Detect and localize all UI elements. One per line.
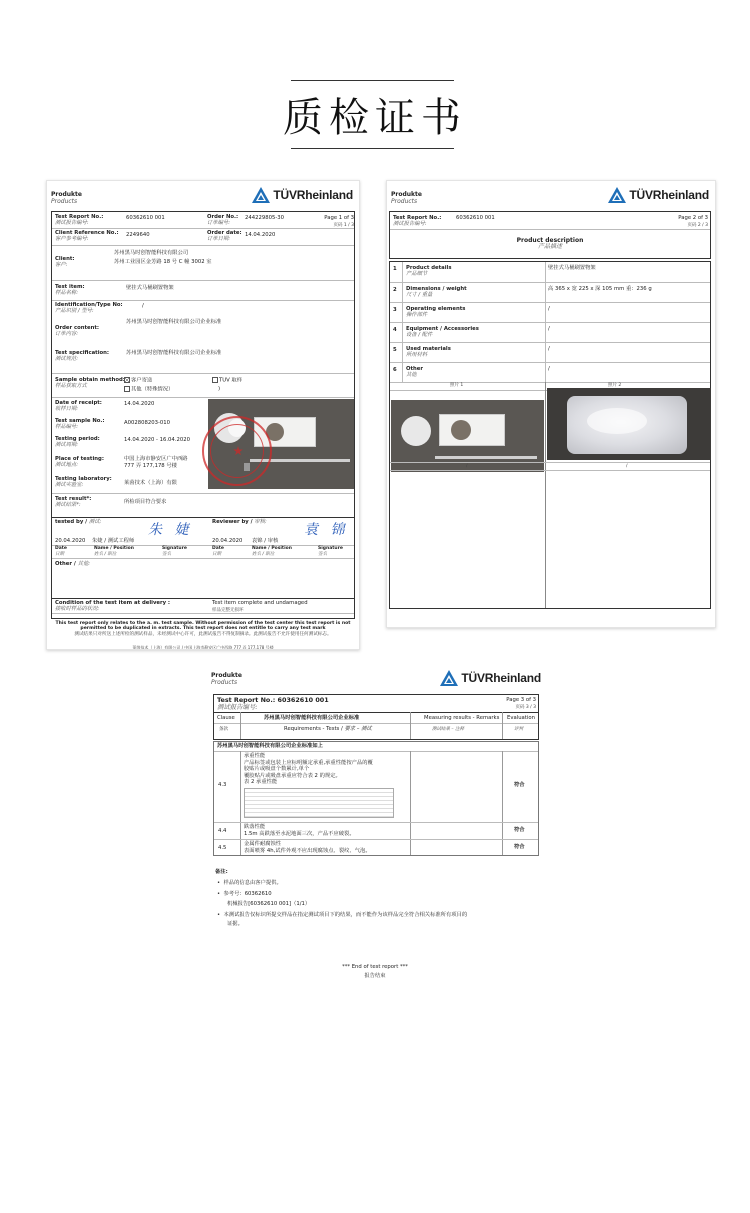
disclaimer: This test report only relates to the a. m. test sample. Without permission of the test center this test report is not permitted to be duplicated in extracts. This test report does not entitle to carry any test mark 测试结果只对所送上述所检的测试样品，未经测试中心许可，此测试报告不得复制摘录。此测试报告不允许使用任何测试标志。 xyxy=(55,621,351,637)
divider xyxy=(214,712,538,713)
client-name: 苏州黑马时创智能科技有限公司 xyxy=(114,250,189,256)
report-page-1 xyxy=(46,180,360,650)
row-label: Used materials 所用材料 xyxy=(406,346,451,358)
row-label: Dimensions / weight 尺寸 / 重量 xyxy=(406,286,467,298)
tuv-logo-text: TÜVRheinland xyxy=(461,671,541,685)
test-spec-value: 苏州黑马时创智能科技有限公司企业标准 xyxy=(126,350,222,356)
col-clause-cn: 条款 xyxy=(219,727,228,732)
row-value: / xyxy=(548,366,550,372)
clause-evaluation: 符合 xyxy=(514,782,525,788)
tuv-logo xyxy=(440,670,541,686)
product-photo-2 xyxy=(547,388,711,460)
row-label: Other 其他 xyxy=(406,366,424,378)
row-value: 高 365 x 宽 225 x 深 105 mm 重：236 g xyxy=(548,286,652,292)
checkbox-unchecked[interactable] xyxy=(124,386,130,392)
divider xyxy=(214,839,538,840)
place-line-2: 777 弄 177,178 号楼 xyxy=(124,463,177,469)
tuv-triangle-icon xyxy=(440,670,458,686)
note-3: • 本测试报告仅标识所提交样品在指定测试项目下的结果，而不能作为该样品完全符合相关标准所有项目的 xyxy=(217,912,468,918)
clause-evaluation: 符合 xyxy=(514,827,525,833)
tested-by-label: tested by / 测试: xyxy=(55,519,102,525)
col-clause: Clause xyxy=(217,715,235,721)
clause-no: 4.3 xyxy=(218,782,227,788)
clause-text: 跌落性能 1.5m 高跌落至水泥地面三次，产品不应破裂。 xyxy=(244,824,355,837)
divider xyxy=(214,751,538,752)
lab-label: Testing laboratory: 测试实验室: xyxy=(55,476,112,488)
header-rule-top xyxy=(291,80,454,81)
reviewer-signature: 袁 锦 xyxy=(304,522,349,538)
identification-value: / xyxy=(142,303,144,309)
col-sig-left: Signature 签名 xyxy=(162,546,187,557)
lab-value: 莱茵技术（上海）有限 xyxy=(124,480,177,486)
place-line-1: 中国上海市静安区广中西路 xyxy=(124,456,188,462)
photo-2-caption: / xyxy=(626,464,628,469)
divider xyxy=(52,397,354,398)
client-ref-value: 2249640 xyxy=(126,232,150,238)
divider xyxy=(52,493,354,494)
page-number: Page 1 of 3 页码 1 / 3 xyxy=(324,215,354,228)
option-other[interactable]: 其他（特殊情况） xyxy=(124,386,173,393)
product-row xyxy=(390,302,710,322)
row-label: Product details 产品细节 xyxy=(406,265,452,277)
condition-value: Test item complete and undamaged 样品完整无损坏 xyxy=(212,600,308,613)
tuv-triangle-icon xyxy=(608,187,626,203)
clause-text: 金属件耐腐蚀性 表面喷雾 4h,试件外观不应出现腐蚀点、裂纹、气泡。 xyxy=(244,841,371,854)
page-title: 质检证书 xyxy=(283,95,467,141)
col-requirements: Requirements - Tests / 要求 – 测试 xyxy=(284,726,372,732)
divider xyxy=(52,228,354,229)
row-number: 6 xyxy=(393,367,397,373)
period-label: Testing period: 测试周期: xyxy=(55,436,100,448)
identification-label: Identification/Type No: 产品识别 / 型号: xyxy=(55,302,123,314)
report-no-label: Test Report No.: 60362610 001 测试报告编号: xyxy=(217,696,329,711)
row-label: Equipment / Accessories 设备 / 配件 xyxy=(406,326,479,338)
row-value: / xyxy=(548,306,550,312)
produkte-label: Produkte Products xyxy=(391,191,422,205)
client-ref-label: Client Reference No.: 客户参考编号: xyxy=(55,230,119,242)
report-no-value: 60362610 001 xyxy=(456,215,495,221)
col-evaluation-cn: 评判 xyxy=(514,727,523,732)
divider xyxy=(390,382,710,383)
photo-1-caption: / xyxy=(466,464,468,469)
tuv-logo xyxy=(608,187,709,203)
tuv-logo xyxy=(252,187,353,203)
header-rule-bottom xyxy=(291,148,454,149)
reviewer-label: Reviewer by / 审核: xyxy=(212,519,267,525)
row-label: Operating elements 操作部件 xyxy=(406,306,466,318)
row-number: 3 xyxy=(393,307,397,313)
sample-method-label: Sample obtain method: 样品获取方式 xyxy=(55,377,125,389)
product-row xyxy=(390,362,710,382)
end-of-report-cn: 报告结束 xyxy=(364,973,386,979)
report-no-value: 60362610 001 xyxy=(126,215,165,221)
order-no-value: 244229805-30 xyxy=(245,215,284,221)
report-page-2 xyxy=(386,180,716,628)
divider xyxy=(214,822,538,823)
product-table xyxy=(389,261,711,609)
divider xyxy=(52,245,354,246)
option-client-sent[interactable]: 客户寄送 xyxy=(124,377,152,384)
tuv-logo-text: TÜVRheinland xyxy=(629,188,709,202)
sample-no-value: A002808203-010 xyxy=(124,420,170,426)
col-date-left: Date 日期 xyxy=(55,546,67,557)
product-row xyxy=(390,342,710,362)
client-address: 苏州工业园区金芳路 18 号 C 幢 3002 室 xyxy=(114,259,212,265)
clause-evaluation: 符合 xyxy=(514,844,525,850)
load-table-graphic xyxy=(244,788,394,818)
clause-no: 4.5 xyxy=(218,845,227,851)
report-page-3 xyxy=(203,668,547,1113)
clause-text: 承重性能 产品标签或包装上应标明额定承重,承重性能按产品的覆 胶贴片或吸盘个数累计,单个 覆胶贴片或吸盘承重应符合表 2 的规定。 表 2 承重性能 xyxy=(244,753,373,785)
divider xyxy=(52,300,354,301)
produkte-label: Produkte Products xyxy=(211,672,242,686)
divider xyxy=(52,280,354,281)
other-label: Other / 其他: xyxy=(55,561,91,567)
test-spec-label: Test specification: 测试规范: xyxy=(55,350,110,362)
page-number: Page 2 of 3 页码 2 / 3 xyxy=(678,215,708,228)
note-3b: 证据。 xyxy=(227,921,243,927)
section-title: Product description 产品描述 xyxy=(516,237,584,250)
col-standard: 苏州黑马时创智能科技有限公司企业标准 xyxy=(264,715,360,721)
tuv-triangle-icon xyxy=(252,187,270,203)
row-number: 1 xyxy=(393,266,397,272)
order-content-value: 苏州黑马时创智能科技有限公司企业标准 xyxy=(126,319,222,325)
option-close-paren: ) xyxy=(218,386,221,392)
divider xyxy=(52,373,354,374)
clause-no: 4.4 xyxy=(218,828,227,834)
produkte-label: Produkte Products xyxy=(51,191,82,205)
divider xyxy=(390,470,710,471)
photo-1-label: 照片 1 xyxy=(450,383,464,388)
official-seal-stamp xyxy=(202,416,272,486)
reviewed-name: 袁锦 / 审核 xyxy=(252,538,279,544)
row-value: 壁挂式马桶刷置物架 xyxy=(548,265,596,271)
result-value: 所检项目符合要求 xyxy=(124,499,167,505)
col-divider xyxy=(402,262,403,382)
standard-row: 苏州黑马时创智能科技有限公司企业标准如上 xyxy=(217,743,323,749)
col-measuring: Measuring results - Remarks xyxy=(424,715,500,721)
divider xyxy=(52,517,354,518)
product-row xyxy=(390,262,710,282)
place-label: Place of testing: 测试地点: xyxy=(55,456,104,468)
row-value: / xyxy=(548,346,550,352)
product-row xyxy=(390,282,710,302)
col-measuring-cn: 测试结果 – 注释 xyxy=(432,727,465,732)
row-number: 4 xyxy=(393,327,397,333)
divider xyxy=(52,613,354,614)
page2-header-frame xyxy=(389,211,711,259)
clauses-table xyxy=(213,741,539,856)
divider xyxy=(390,229,710,230)
note-2b: 机械报告[60362610 001]（1/1） xyxy=(227,901,311,907)
divider xyxy=(52,558,354,559)
col-divider xyxy=(545,262,546,382)
tuv-logo-text: TÜVRheinland xyxy=(273,188,353,202)
tested-name: 朱婕 / 测试工程师 xyxy=(92,538,135,544)
option-tuv-sampling[interactable]: TUV 取样 xyxy=(212,377,242,384)
notes-title: 备注: xyxy=(215,869,228,875)
period-value: 14.04.2020 - 16.04.2020 xyxy=(124,437,190,443)
client-label: Client: 客户: xyxy=(55,256,75,268)
receipt-label: Date of receipt: 收样日期: xyxy=(55,400,102,412)
page-number: Page 3 of 3 页码 3 / 3 xyxy=(506,697,536,710)
col-name-left: Name / Position 姓名 / 职位 xyxy=(94,546,134,557)
end-of-report: *** End of test report *** xyxy=(342,964,408,970)
divider xyxy=(214,723,538,724)
order-content-label: Order content: 订单内容: xyxy=(55,325,100,337)
result-label: Test result*: 测试结果*: xyxy=(55,496,92,508)
order-date-label: Order date: 订单日期: xyxy=(207,230,242,242)
col-sig-right: Signature 签名 xyxy=(318,546,343,557)
col-date-right: Date 日期 xyxy=(212,546,224,557)
page3-header-frame xyxy=(213,694,539,740)
tested-date: 20.04.2020 xyxy=(55,538,86,544)
divider xyxy=(52,598,354,599)
note-2: • 参考号：60362610 xyxy=(217,891,272,897)
test-item-value: 壁挂式马桶刷置物架 xyxy=(126,285,174,291)
row-value: / xyxy=(548,326,550,332)
receipt-value: 14.04.2020 xyxy=(124,401,155,407)
condition-label: Condition of the test item at delivery : 接收时样品的状况: xyxy=(55,600,171,612)
order-no-label: Order No.: 订单编号: xyxy=(207,214,239,226)
order-date-value: 14.04.2020 xyxy=(245,232,276,238)
tester-signature: 朱 婕 xyxy=(148,522,193,538)
col-divider xyxy=(545,382,546,608)
test-item-label: Test item: 样品名称: xyxy=(55,284,85,296)
checkbox-checked[interactable] xyxy=(124,377,130,383)
photo-2-label: 照片 2 xyxy=(608,383,622,388)
page1-frame xyxy=(51,211,355,619)
divider xyxy=(390,462,710,463)
page1-footer: 莱茵技术（上海）有限公司 / 中国上海市静安区广中西路 777 弄 177,178 号楼 xyxy=(132,645,274,650)
col-evaluation: Evaluation xyxy=(507,715,535,721)
product-row xyxy=(390,322,710,342)
reviewed-date: 20.04.2020 xyxy=(212,538,243,544)
checkbox-unchecked[interactable] xyxy=(212,377,218,383)
report-no-label: Test Report No.: 测试报告编号: xyxy=(393,215,442,227)
sample-no-label: Test sample No.: 样品编号: xyxy=(55,418,105,430)
row-number: 2 xyxy=(393,287,397,293)
row-number: 5 xyxy=(393,347,397,353)
report-no-label: Test Report No.: 测试报告编号: xyxy=(55,214,104,226)
col-name-right: Name / Position 姓名 / 职位 xyxy=(252,546,292,557)
note-1: • 样品的信息由客户提供。 xyxy=(217,880,282,886)
